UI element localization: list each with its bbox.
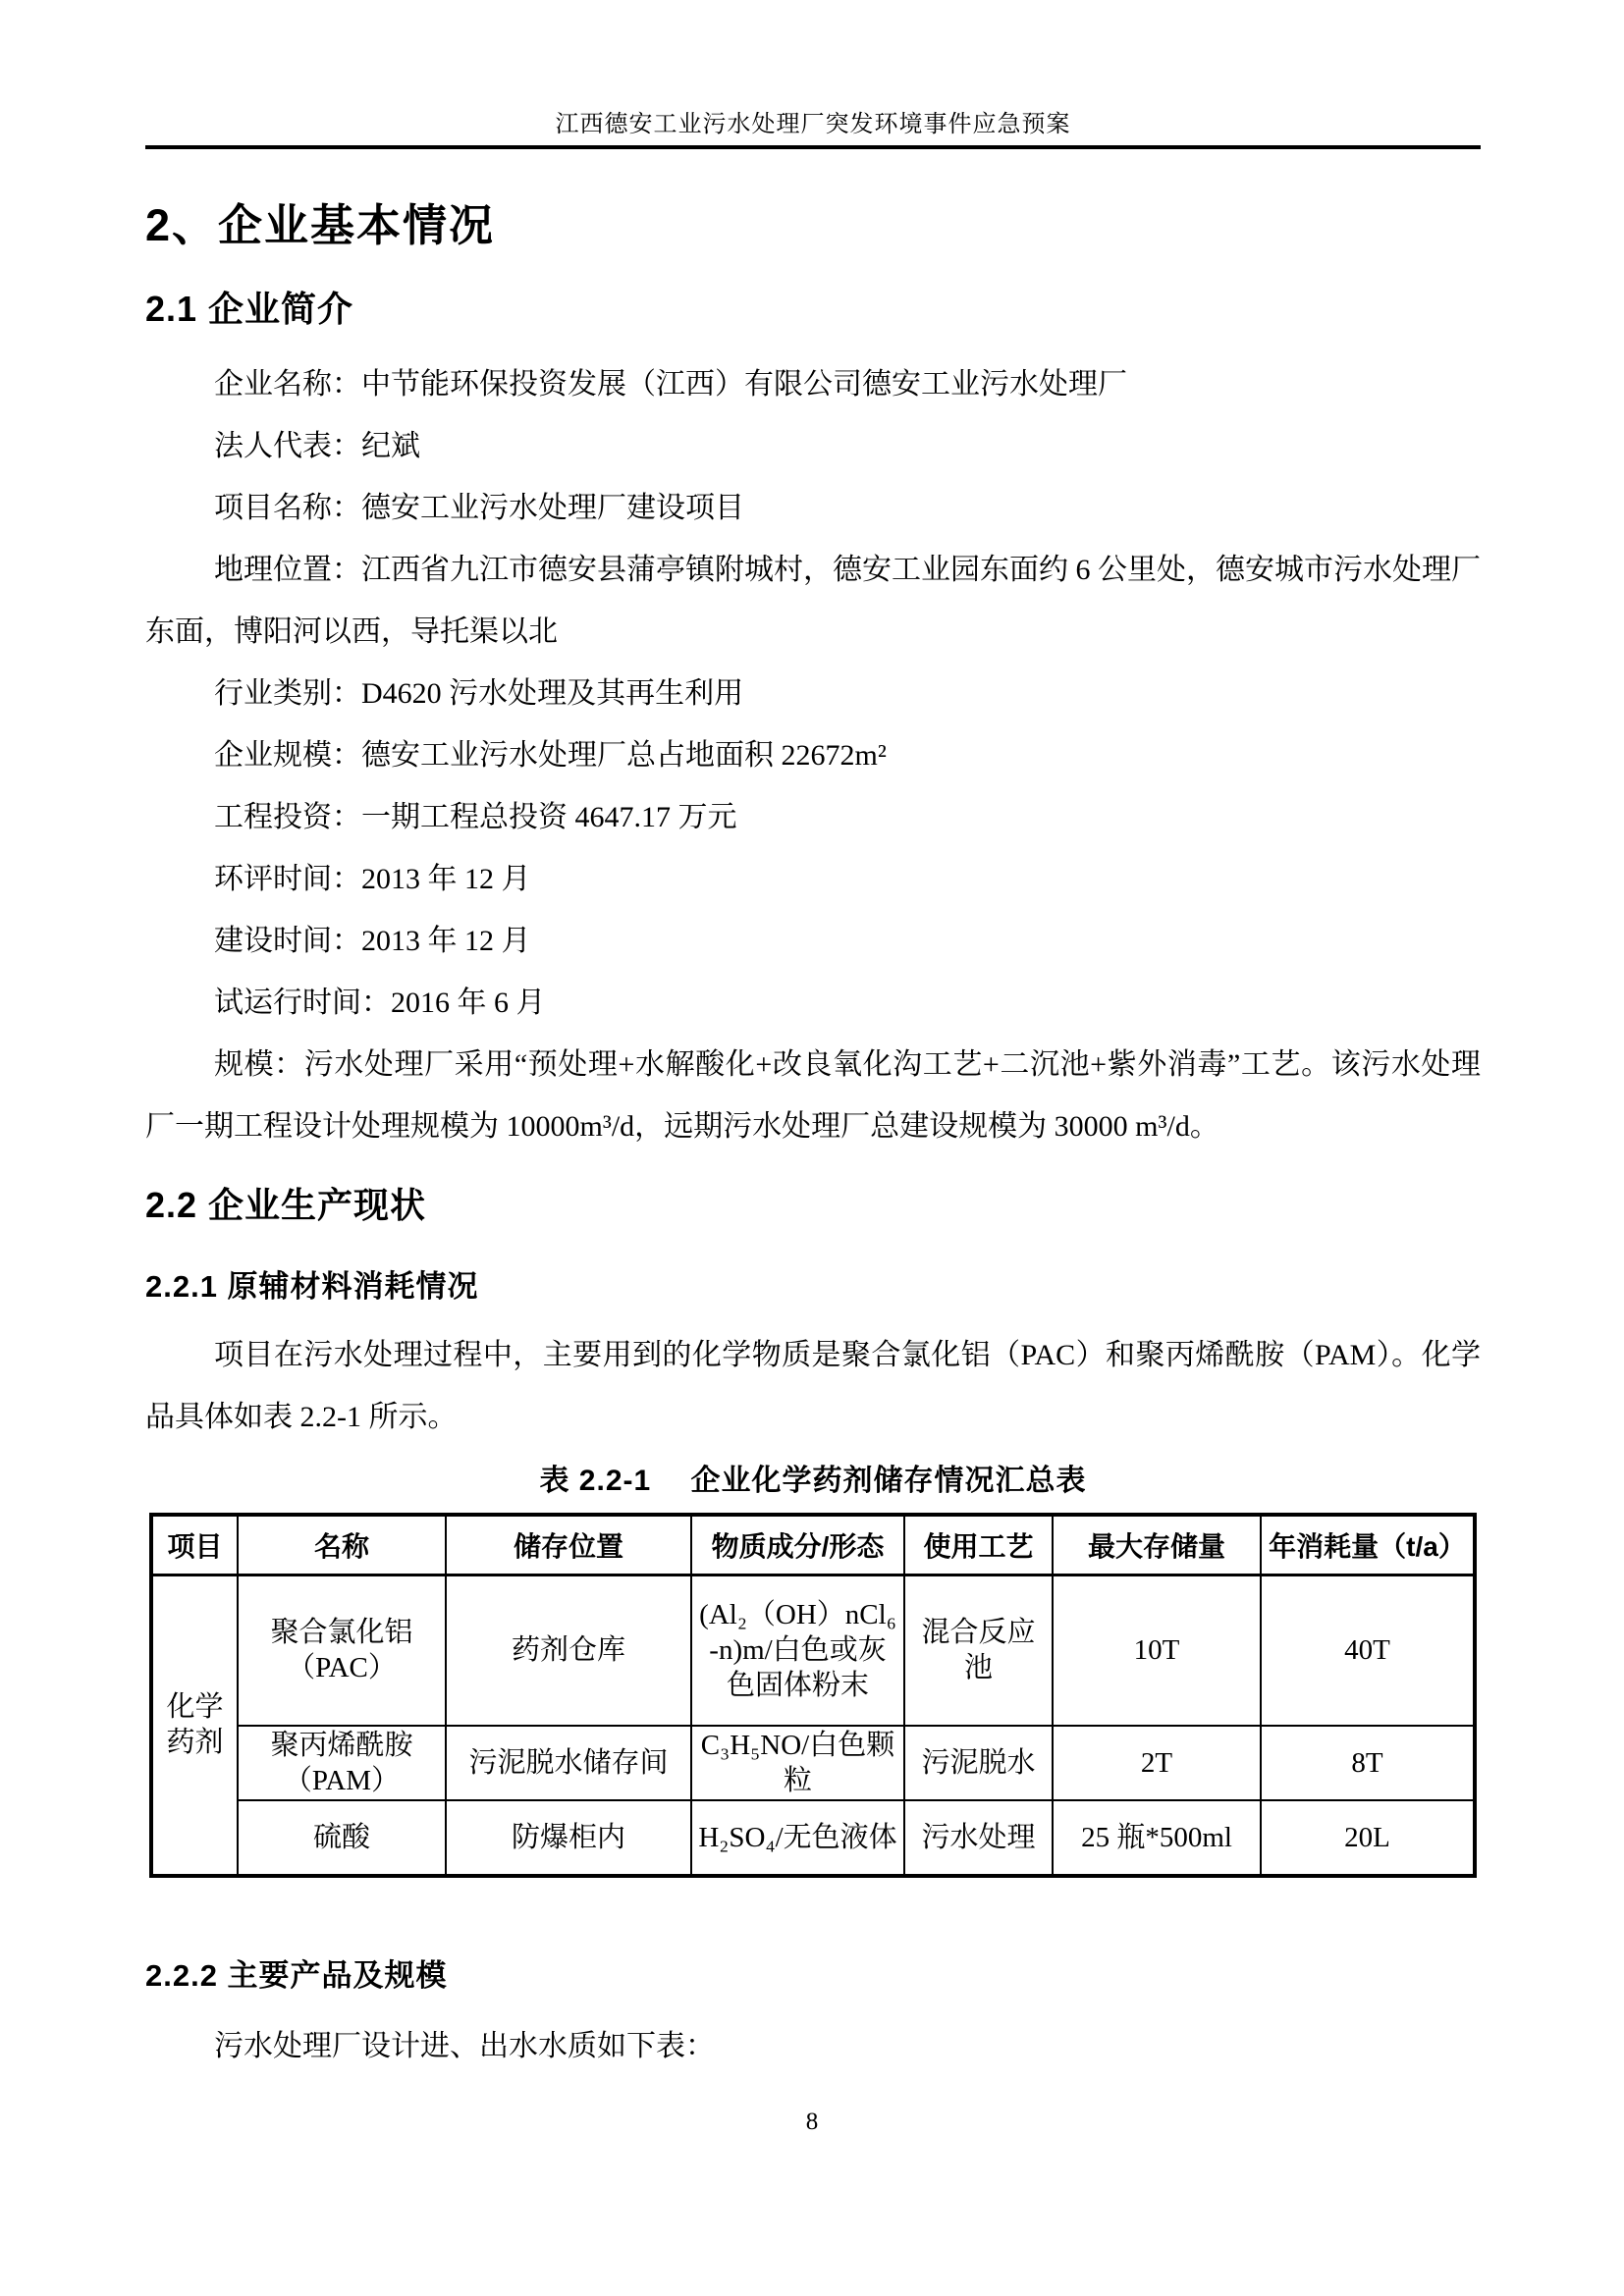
table-row-pam: [151, 1726, 1475, 1800]
para-process-scale: 规模：污水处理厂采用“预处理+水解酸化+改良氧化沟工艺+二沉池+紫外消毒”工艺。该污水处理厂一期工程设计处理规模为 10000m³/d，远期污水处理厂总建设规模为 30000 m³/d。: [145, 1048, 1481, 1143]
table-row-sulfuric-acid: [151, 1800, 1475, 1876]
section-2-1-title: 2.1 企业简介: [145, 289, 354, 329]
header-usage-process: 使用工艺: [904, 1515, 1053, 1575]
cell-name: 聚丙烯酰胺（PAM）: [238, 1726, 446, 1800]
para-investment: 工程投资：一期工程总投资 4647.17 万元: [214, 801, 737, 833]
para-eia-date: 环评时间：2013 年 12 月: [214, 863, 531, 895]
page-header-title: 江西德安工业污水处理厂突发环境事件应急预案: [555, 112, 1071, 137]
header-storage-location: 储存位置: [446, 1515, 691, 1575]
para-industry-category: 行业类别：D4620 污水处理及其再生利用: [214, 677, 744, 710]
header-name: 名称: [238, 1515, 446, 1575]
cell-composition: H₂SO₄/无色液体: [691, 1800, 904, 1876]
cell-category: 化学药剂: [151, 1575, 238, 1876]
para-legal-representative: 法人代表：纪斌: [214, 430, 420, 462]
section-2-2-title: 2.2 企业生产现状: [145, 1185, 427, 1225]
header-item: 项目: [151, 1515, 238, 1575]
cell-composition: (Al₂（OH）nCl₆-n)m/白色或灰色固体粉末: [691, 1575, 904, 1726]
cell-process: 混合反应池: [904, 1575, 1053, 1726]
header-max-storage: 最大存储量: [1053, 1515, 1261, 1575]
cell-name: 聚合氯化铝（PAC）: [238, 1575, 446, 1726]
cell-annual-consumption: 8T: [1261, 1726, 1475, 1800]
cell-location: 药剂仓库: [446, 1575, 691, 1726]
para-location: 地理位置：江西省九江市德安县蒲亭镇附城村，德安工业园东面约 6 公里处，德安城市污水处理厂东面，博阳河以西，导托渠以北: [145, 554, 1481, 648]
cell-name: 硫酸: [238, 1800, 446, 1876]
section-2-2-1-title: 2.2.1 原辅材料消耗情况: [145, 1269, 479, 1304]
header-composition-form: 物质成分/形态: [691, 1515, 904, 1575]
cell-process: 污水处理: [904, 1800, 1053, 1876]
cell-max-storage: 2T: [1053, 1726, 1261, 1800]
para-company-name: 企业名称：中节能环保投资发展（江西）有限公司德安工业污水处理厂: [214, 368, 1127, 400]
cell-annual-consumption: 40T: [1261, 1575, 1475, 1726]
header-annual-consumption: 年消耗量（t/a）: [1261, 1515, 1475, 1575]
table-header-row: [151, 1515, 1475, 1575]
para-enterprise-scale: 企业规模：德安工业污水处理厂总占地面积 22672m²: [214, 739, 887, 772]
section-2-2-2-title: 2.2.2 主要产品及规模: [145, 1958, 448, 1993]
table-caption: 表 2.2-1 企业化学药剂储存情况汇总表: [539, 1465, 1087, 1497]
cell-annual-consumption: 20L: [1261, 1800, 1475, 1876]
cell-process: 污泥脱水: [904, 1726, 1053, 1800]
para-water-quality-intro: 污水处理厂设计进、出水水质如下表：: [214, 2030, 715, 2062]
header-divider: [145, 145, 1481, 149]
page-number: 8: [805, 2109, 819, 2135]
section-2-1-body: [145, 353, 1481, 1157]
chemical-storage-table: [149, 1513, 1477, 1878]
cell-location: 防爆柜内: [446, 1800, 691, 1876]
para-project-name: 项目名称：德安工业污水处理厂建设项目: [214, 492, 744, 524]
cell-composition: C₃H₅NO/白色颗粒: [691, 1726, 904, 1800]
chapter-title: 2、企业基本情况: [145, 200, 496, 250]
table-row-pac: [151, 1575, 1475, 1726]
para-chemicals-intro: 项目在污水处理过程中，主要用到的化学物质是聚合氯化铝（PAC）和聚丙烯酰胺（PAM）。化学品具体如表 2.2-1 所示。: [145, 1339, 1481, 1433]
cell-max-storage: 10T: [1053, 1575, 1261, 1726]
para-construction-date: 建设时间：2013 年 12 月: [214, 925, 531, 957]
cell-max-storage: 25 瓶*500ml: [1053, 1800, 1261, 1876]
para-trial-operation-date: 试运行时间：2016 年 6 月: [214, 987, 546, 1019]
cell-location: 污泥脱水储存间: [446, 1726, 691, 1800]
